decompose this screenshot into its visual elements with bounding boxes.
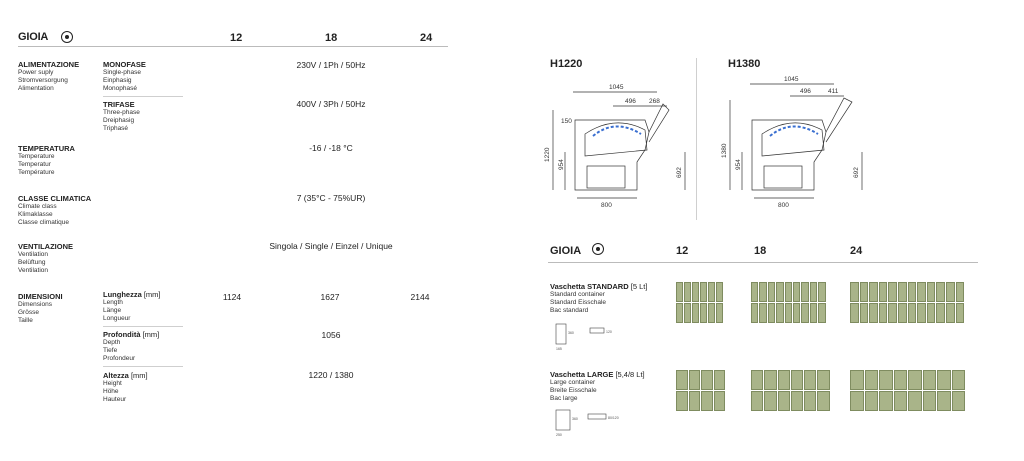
tray-cell [684,303,691,323]
tray-cell [768,303,775,323]
unit: [5 Lt] [630,282,648,291]
airflow-arrow-icon [770,126,818,136]
dim-label: 411 [828,88,839,95]
row-sub: Alimentation [18,85,54,92]
dim-label: 80/120 [608,416,619,420]
row-sub: Large container [550,379,596,386]
tray-cell [908,303,917,323]
display-well [585,123,647,156]
row-sub: Höhe [103,388,119,395]
row-label: TEMPERATURA [18,144,75,153]
sub-row-lunghezza [103,290,161,323]
unit: [mm] [142,330,160,339]
tray-cell [898,303,907,323]
row-sub: Klimaklasse [18,211,53,218]
row-vaschetta-standard [550,282,647,315]
row-sub: Belüftung [18,259,46,266]
row-sub: Standard Eisschale [550,299,607,306]
tray-cell [751,282,758,302]
row-ventilazione [18,242,73,275]
tray-cell [908,391,922,411]
tray-cell [676,391,688,411]
tray-cell [708,282,715,302]
row-sub: Temperature [18,153,55,160]
row-classe-climatica [18,194,91,227]
divider [103,366,183,367]
display-well [762,123,824,156]
value-lunghezza-12: 1124 [222,292,242,302]
tray-cell [923,391,937,411]
tray-grid-standard-24 [850,282,964,323]
unit: [5,4/8 Lt] [615,370,645,379]
table-title: GIOIA [18,31,49,43]
drawing-h1220 [545,70,690,218]
tray-cell [917,303,926,323]
tray-cell [714,370,726,390]
tray-cell [793,303,800,323]
row-sub: Depth [103,339,121,346]
row-sub: Monophasé [103,85,137,92]
dim-label: 360 [572,417,578,421]
tray-cell [692,282,699,302]
tray-cell [865,391,879,411]
row-label: CLASSE CLIMATICA [18,194,92,203]
row-sub: Einphasig [103,77,132,84]
dim-label: 120 [606,330,612,334]
unit: [mm] [130,371,148,380]
tray-cell [791,391,803,411]
tray-cell [804,370,816,390]
tray-cell [716,303,723,323]
dim-label: 1220 [544,147,551,162]
row-sub: Stromversorgung [18,77,68,84]
value-altezza: 1220 / 1380 [308,370,354,380]
row-sub: Breite Eisschale [550,387,597,394]
tray-cell [810,282,817,302]
tray-cell [817,370,829,390]
container-side-view [588,414,606,419]
tray-cell [898,282,907,302]
col-header-12: 12 [676,245,689,257]
tray-cell [751,303,758,323]
value-classe: 7 (35°C - 75%UR) [296,193,366,203]
row-sub: Classe climatique [18,219,69,226]
tray-cell [700,282,707,302]
tray-grid-large-18 [751,370,830,411]
row-sub: Dreiphasig [103,117,135,124]
tray-cell [946,282,955,302]
divider [103,326,183,327]
dim-label: 692 [853,167,860,178]
tray-cell [894,370,908,390]
container-large-diagram [552,408,627,438]
tray-cell [869,303,878,323]
tray-cell [956,303,965,323]
row-sub: Bac standard [550,307,589,314]
tray-cell [817,391,829,411]
tray-cell [751,370,763,390]
tray-cell [793,282,800,302]
cabinet-outline [575,120,649,190]
dim-label: 800 [778,202,789,209]
tray-cell [952,391,966,411]
tray-cell [708,303,715,323]
col-header-12: 12 [230,32,243,44]
tray-cell [860,303,869,323]
tray-cell [850,370,864,390]
tray-cell [785,282,792,302]
value-monofase: 230V / 1Ph / 50Hz [296,60,366,70]
tray-grid-standard-12 [676,282,723,323]
airflow-arrow-icon [593,126,641,136]
container-side-view [590,328,604,333]
value-ventilazione: Singola / Single / Einzel / Unique [269,241,393,251]
row-sub: Tiefe [103,347,118,354]
divider [103,96,183,97]
row-sub: Standard container [550,291,605,298]
tray-cell [684,282,691,302]
tray-cell [888,282,897,302]
row-sub: Height [103,380,122,387]
tray-cell [701,370,713,390]
row-sub: Profondeur [103,355,136,362]
tray-cell [676,370,688,390]
tray-cell [810,303,817,323]
row-sub: Dimensions [18,301,52,308]
tray-cell [818,282,825,302]
drawing-h1380 [722,70,867,218]
tray-cell [689,391,701,411]
tray-cell [946,303,955,323]
container-standard-diagram [552,322,622,352]
tray-cell [778,391,790,411]
row-label: ALIMENTAZIONE [18,60,80,69]
tray-cell [692,303,699,323]
tray-cell [937,370,951,390]
header-rule [548,262,978,263]
tray-cell [937,391,951,411]
drawing-title-h1380: H1380 [728,58,761,70]
row-label: Vaschetta LARGE [550,370,614,379]
tray-cell [908,370,922,390]
tray-cell [714,391,726,411]
row-label: Altezza [103,371,129,380]
row-vaschetta-large [550,370,645,403]
tray-cell [956,282,965,302]
tray-cell [700,303,707,323]
row-sub: Single-phase [103,69,141,76]
col-header-18: 18 [325,32,338,44]
tray-cell [923,370,937,390]
tray-cell [785,303,792,323]
tray-cell [759,282,766,302]
value-lunghezza-24: 2144 [410,292,430,302]
sub-row-profondita [103,330,159,363]
value-trifase: 400V / 3Ph / 50Hz [296,99,366,109]
row-sub: Ventilation [18,267,48,274]
compressor-bay [764,166,802,188]
tray-cell [850,282,859,302]
tray-grid-standard-18 [751,282,826,323]
row-temperatura [18,144,75,177]
row-sub: Length [103,299,123,306]
tray-cell [927,282,936,302]
tray-cell [689,370,701,390]
tray-cell [751,391,763,411]
cabinet-outline [752,120,826,190]
dim-label: 496 [625,98,636,105]
row-sub: Ventilation [18,251,48,258]
dim-label: 954 [558,159,565,170]
tray-cell [778,370,790,390]
dim-label: 165 [556,347,562,351]
dim-label: 692 [676,167,683,178]
tray-cell [850,303,859,323]
tray-cell [879,391,893,411]
tray-cell [818,303,825,323]
sub-row-monofase [103,60,146,93]
col-header-24: 24 [420,32,433,44]
tray-cell [879,282,888,302]
dim-label: 150 [561,118,572,125]
tray-cell [801,303,808,323]
tray-cell [776,303,783,323]
compressor-bay [587,166,625,188]
container-top-view [556,324,566,344]
value-profondita: 1056 [321,330,341,340]
tray-cell [927,303,936,323]
tray-cell [776,282,783,302]
drawing-title-h1220: H1220 [550,58,583,70]
row-sub: Three-phase [103,109,140,116]
dim-label: 954 [735,159,742,170]
tray-cell [676,303,683,323]
container-top-view [556,410,570,430]
row-sub: Longueur [103,315,131,322]
tray-cell [888,303,897,323]
row-sub: Power suply [18,69,54,76]
tray-cell [879,303,888,323]
sub-row-altezza [103,371,148,404]
value-lunghezza-18: 1627 [320,292,340,302]
row-sub: Triphasé [103,125,129,132]
tray-cell [952,370,966,390]
tray-cell [716,282,723,302]
location-pin-icon [61,31,73,43]
row-sub: Grösse [18,309,39,316]
row-sub: Taille [18,317,33,324]
tray-cell [894,391,908,411]
tray-cell [879,370,893,390]
dim-label: 360 [568,331,574,335]
dim-label: 268 [649,98,660,105]
row-sub: Bac large [550,395,578,402]
tray-cell [676,282,683,302]
row-sub: Climate class [18,203,57,210]
tray-cell [908,282,917,302]
table-title-right: GIOIA [550,245,582,257]
row-sub: Länge [103,307,122,314]
tray-cell [917,282,926,302]
tray-cell [764,391,776,411]
header-rule [18,46,448,47]
dim-label: 800 [601,202,612,209]
sub-row-trifase [103,100,140,133]
row-label: MONOFASE [103,60,146,69]
glass-canopy [649,104,669,142]
tray-cell [764,370,776,390]
tray-grid-large-12 [676,370,725,411]
row-label: Vaschetta STANDARD [550,282,629,291]
dim-label: 250 [556,433,562,437]
dim-label: 496 [800,88,811,95]
row-sub: Température [18,169,55,176]
tray-cell [936,282,945,302]
row-label: DIMENSIONI [18,292,63,301]
tray-cell [801,282,808,302]
dim-label: 1380 [721,143,728,158]
tray-cell [701,391,713,411]
location-pin-icon [592,243,604,255]
dim-label: 1045 [784,76,799,83]
glass-canopy [826,98,852,142]
row-dimensioni [18,292,63,325]
unit: [mm] [143,290,161,299]
tray-cell [850,391,864,411]
value-temperatura: -16 / -18 °C [309,143,353,153]
row-label: Profondità [103,330,141,339]
row-sub: Hauteur [103,396,127,403]
tray-cell [804,391,816,411]
tray-cell [869,282,878,302]
drawing-separator [696,58,697,220]
row-sub: Temperatur [18,161,51,168]
row-label: Lunghezza [103,290,142,299]
col-header-18: 18 [754,245,767,257]
tray-cell [759,303,766,323]
tray-cell [860,282,869,302]
tray-cell [865,370,879,390]
tray-cell [936,303,945,323]
tray-cell [791,370,803,390]
col-header-24: 24 [850,245,863,257]
tray-cell [768,282,775,302]
dim-label: 1045 [609,84,624,91]
tray-grid-large-24 [850,370,965,411]
row-alimentazione [18,60,79,93]
row-label: TRIFASE [103,100,135,109]
row-label: VENTILAZIONE [18,242,74,251]
